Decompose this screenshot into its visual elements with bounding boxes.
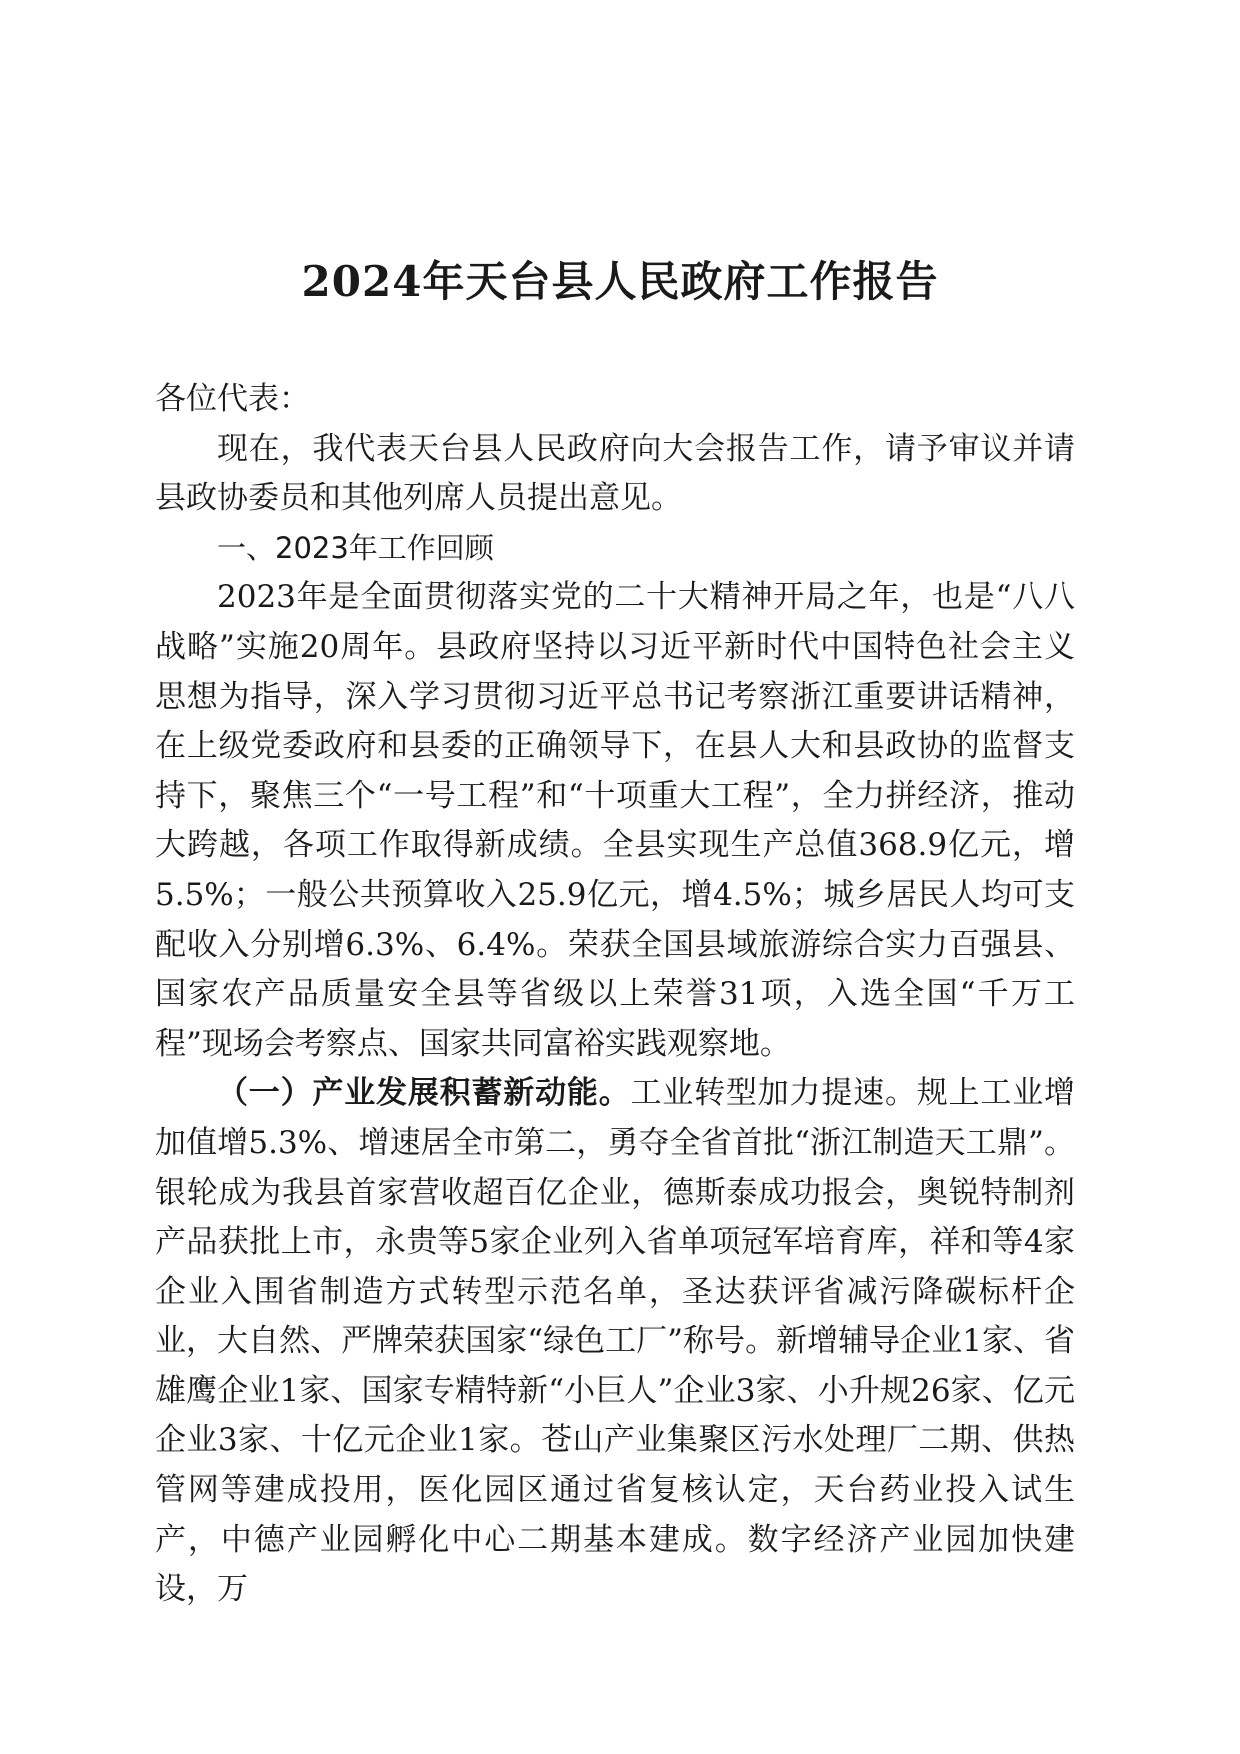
document-title: 2024年天台县人民政府工作报告 (301, 257, 939, 306)
salutation: 各位代表： (155, 381, 310, 417)
subsection-text: 工业转型加力提速。规上工业增加值增5.3%、增速居全市第二，勇夺全省首批“浙江制造天工鼎”。银轮成为我县首家营收超百亿企业，德斯泰成功报会，奥锐特制剂产品获批上市，永贵等5家企业列入省单项冠军培育库，祥和等4家企业入围省制造方式转型示范名单，圣达获评省减污降碳标杆企业，大自然、严牌荣获国家“绿色工厂”称号。新增辅导企业1家、省雄鹰企业1家、国家专精特新“小巨人”企业3家、小升规26家、亿元企业3家、十亿元企业1家。苍山产业集聚区污水处理厂二期、供热管网等建成投用，医化园区通过省复核认定，天台药业投入试生产，中德产业园孵化中心二期基本建成。数字经济产业园加快建设，万 (155, 1075, 1075, 1608)
section-heading: 一、2023年工作回顾 (217, 530, 494, 565)
review-paragraph: 2023年是全面贯彻落实党的二十大精神开局之年，也是“八八战略”实施20周年。县政府坚持以习近平新时代中国特色社会主义思想为指导，深入学习贯彻习近平总书记考察浙江重要讲话精神，在上级党委政府和县委的正确领导下，在县人大和县政协的监督支持下，聚焦三个“一号工程”和“十项重大工程”，全力拼经济，推动大跨越，各项工作取得新成绩。全县实现生产总值368.9亿元，增5.5%；一般公共预算收入25.9亿元，增4.5%；城乡居民人均可支配收入分别增6.3%、6.4%。荣获全国县域旅游综合实力百强县、国家农产品质量安全县等省级以上荣誉31项，入选全国“千万工程”现场会考察点、国家共同富裕实践观察地。 (155, 579, 1075, 1062)
subsection-heading: （一）产业发展积蓄新动能。 (217, 1075, 631, 1112)
document-body (155, 375, 1075, 1615)
intro-paragraph: 现在，我代表天台县人民政府向大会报告工作，请予审议并请县政协委员和其他列席人员提出意见。 (155, 430, 1075, 517)
industry-paragraph (155, 1069, 1075, 1615)
